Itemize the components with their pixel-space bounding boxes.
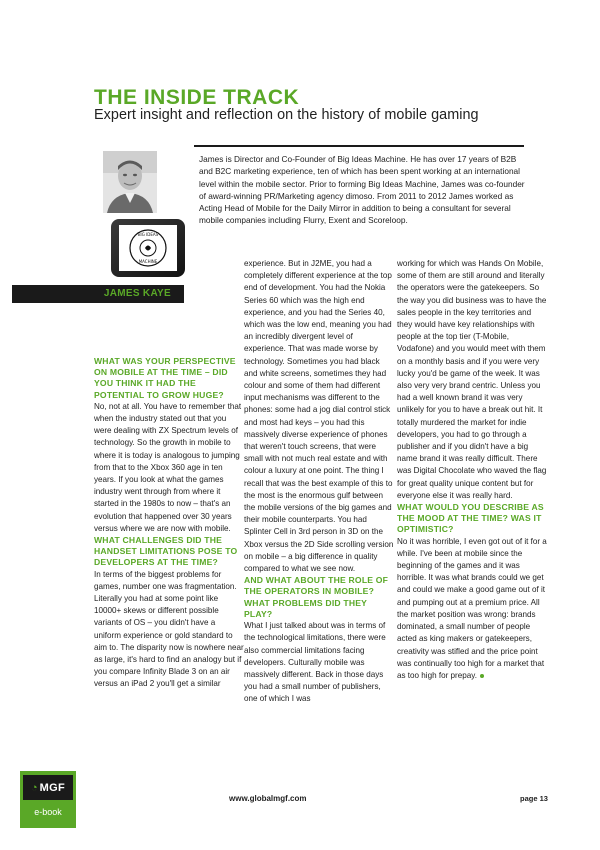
- author-photo: [103, 151, 157, 213]
- author-name-bar: [12, 285, 184, 303]
- answer-paragraph-last: [397, 536, 547, 682]
- question-heading: WHAT WAS YOUR PERSPECTIVE ON MOBILE AT THE TIME – DID YOU THINK IT HAD THE POTENTIAL TO GROW HUGE?: [94, 356, 236, 400]
- answer-paragraph: In terms of the biggest problems for games, number one was fragmentation. Literally you had at some point like 10000+ skews or different possible variants of OS – you didn't have a uniform experience or gold standard to aim to. The disparity now is nowhere near as large, it's hard to find an analogy but if you compare Infinity Blade 3 on an air versus an iPad 2 you'll get a similar: [94, 569, 244, 689]
- article-column-3: [397, 258, 547, 682]
- question-heading: AND WHAT ABOUT THE ROLE OF THE OPERATORS IN MOBILE? WHAT PROBLEMS DID THEY PLAY?: [244, 575, 389, 619]
- logo-subtext: e-book: [34, 807, 62, 817]
- header-rule: [194, 145, 524, 147]
- question-heading: WHAT CHALLENGES DID THE HANDSET LIMITATIONS POSE TO DEVELOPERS AT THE TIME?: [94, 535, 238, 568]
- answer-paragraph: experience. But in J2ME, you had a completely different experience at the top end of development. You had the Nokia Series 60 which was the high end experience, and you had the Series 40, which was the low end, meaning you had an incredibly divergent level of experience. That was made worse by technology. Sometimes you had black and white screens, sometimes they had colour and some of them had different input mechanisms was different to the phones: some had a jog dial control stick and most had keys – you had this massively diverse experience of phones that weren't touch screens, that were small with not much real estate and with colour a luxury at one point. The thing I recall that was the best example of this to the most is the enormous gulf between the mobile versions of the big games and their mobile counterparts. You had Splinter Cell in 3rd person in 3D on the Xbox versus the 2D Side scrolling version on mobile – a big difference in quality compared to what we see now.: [244, 259, 394, 574]
- svg-text:BIG IDEAS: BIG IDEAS: [137, 232, 159, 237]
- mgf-ebook-logo[interactable]: [20, 771, 76, 828]
- author-bio: James is Director and Co-Founder of Big Ideas Machine. He has over 17 years of B2B and B2C marketing experience, ten of which has been spent working at an international level within the mobile sector. Prior to forming Big Ideas Machine, James was co-founder of award-winning PR/Marketing agency dimoso. From 2011 to 2012 James worked as Acting Head of Mobile for the Daily Mirror in addition to being a consultant for several mobile companies including Flurry, Exent and Scoreloop.: [199, 154, 525, 226]
- svg-text:MACHINE: MACHINE: [138, 259, 158, 264]
- article-column-1: [94, 356, 244, 691]
- big-ideas-machine-logo: [128, 228, 168, 268]
- logo-badge: [23, 775, 73, 800]
- logo-text: MGF: [39, 781, 65, 794]
- end-mark-icon: [480, 674, 484, 678]
- answer-text: No it was horrible, I even got out of it for a while. I've been at mobile since the beginning of the games and it was horrible. It was what brands could we get and could we make a good game out of it and pumping out at a premium price. All the market position was wrong: brands dominated, a small number of people acted as king makers or gatekeepers, creativity was stifled and the price point was continually too high for a market that as too high for prepay.: [397, 536, 547, 680]
- footer-url-link[interactable]: www.globalmgf.com: [229, 794, 307, 803]
- answer-paragraph: No, not at all. You have to remember that when the industry stated out that you were dealing with ZX Spectrum levels of technology. So the growth in mobile to where it is today is analogous to jumping from that to the Xbox 360 age in ten years. If you look at what the games industry went through from where it started in the 1980s to now – that's an evolution that happened over 30 years versus where we are now with mobile.: [94, 401, 242, 533]
- swirl-icon: ◔: [31, 781, 38, 794]
- author-name: JAMES KAYE: [103, 288, 171, 299]
- question-heading: WHAT WOULD YOU DESCRIBE AS THE MOOD AT THE TIME? WAS IT OPTIMISTIC?: [397, 502, 544, 535]
- page-title: THE INSIDE TRACK: [94, 86, 300, 109]
- article-column-2: [244, 258, 394, 706]
- page-number: page 13: [520, 794, 548, 803]
- tablet-logo: [111, 219, 185, 277]
- answer-paragraph: working for which was Hands On Mobile, some of them are still around and literally the operators were the gatekeepers. So the way you did business was to have the sales people in the key territories and they would have key relationships with people at the top tier (T-Mobile, Vodafone) and you would meet with them on a monthly basis and if you were very lucky you'd be game of the week. It was also very very brand centric. Unless you had a well known brand it was very unlikely for you to have a break out hit. It totally murdered the market for indie developers, you had to go through a publisher and if you didn't have a big name brand it was really difficult. There was Digital Chocolate who waved the flag for great quality unique content but for everyone else it was really hard.: [397, 259, 547, 500]
- answer-paragraph: What I just talked about was in terms of the technological limitations, there were also commercial limitations facing developers. Culturally mobile was massively different. Back in those days you had a small number of publishers, one of which I was: [244, 621, 386, 704]
- page-subtitle: Expert insight and reflection on the history of mobile gaming: [94, 107, 479, 123]
